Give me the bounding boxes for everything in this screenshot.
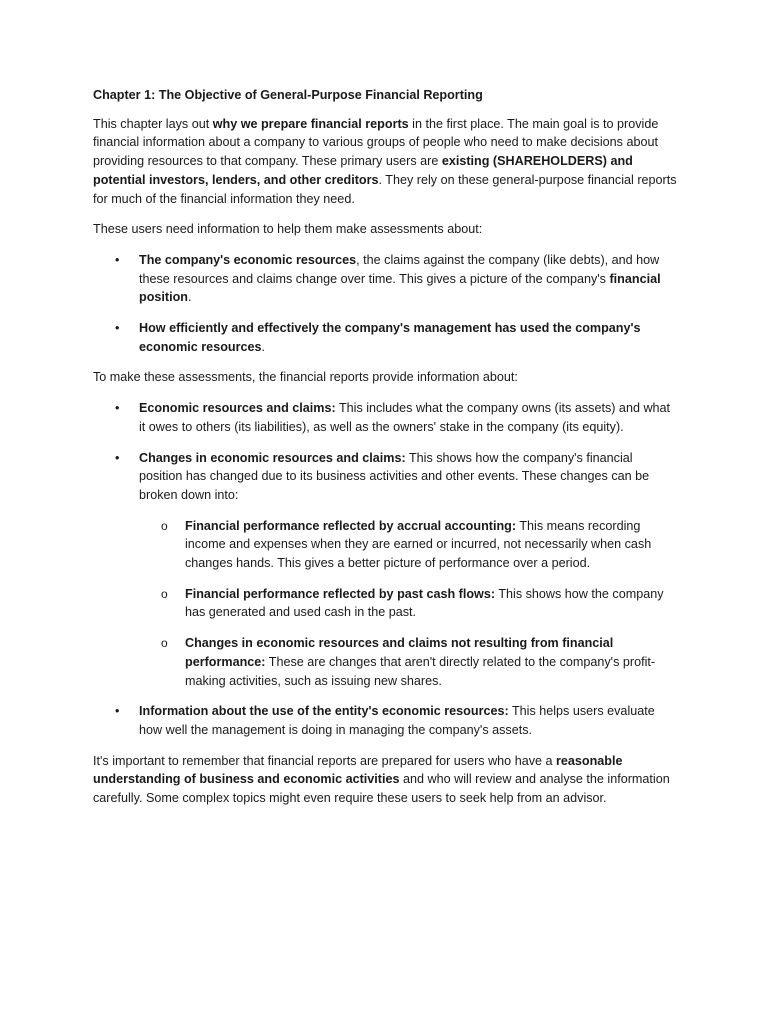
bold-run: Changes in economic resources and claims: bbox=[139, 450, 406, 465]
closing-paragraph bbox=[93, 752, 677, 808]
bold-run: Financial performance reflected by past cash flows: bbox=[185, 586, 496, 601]
assessments-lead-paragraph: These users need information to help them make assessments about: bbox=[93, 222, 483, 237]
bullet-icon: • bbox=[115, 252, 120, 267]
document-body bbox=[93, 86, 677, 820]
intro-paragraph bbox=[93, 115, 677, 209]
circle-bullet-icon: o bbox=[161, 636, 168, 651]
bold-run: How efficiently and effectively the company's management has used the company's economic resources bbox=[139, 321, 641, 354]
reports-lead-paragraph: To make these assessments, the financial reports provide information about: bbox=[93, 370, 518, 385]
bold-run: Changes in economic resources and claims not resulting from financial performance: bbox=[185, 636, 614, 669]
text-run: in the first place. The main goal is to provide financial information about a company to various groups of people who need to make decisions about providing resources to that company. These primary users are bbox=[93, 116, 659, 169]
text-run: These are changes that aren't directly related to the company's profit-making activities, such as issuing new shares. bbox=[185, 654, 656, 688]
text-run: , the claims against the company (like debts), and how these resources and claims change over time. This gives a picture of the company's bbox=[139, 252, 660, 286]
bullet-icon: • bbox=[115, 704, 120, 719]
text-run: This shows how the company has generated and used cash in the past. bbox=[185, 586, 664, 620]
bullet-icon: • bbox=[115, 321, 120, 336]
bullet-icon: • bbox=[115, 450, 120, 465]
reports-info-list bbox=[93, 399, 677, 740]
text-run: This includes what the company owns (its assets) and what it owes to others (its liabilities), as well as the owners' stake in the company (its equity). bbox=[139, 401, 671, 434]
text-run: . bbox=[261, 339, 265, 354]
bold-run: Economic resources and claims: bbox=[139, 401, 336, 416]
bold-run: existing (SHAREHOLDERS) and potential investors, lenders, and other creditors bbox=[93, 154, 633, 187]
text-run: It's important to remember that financial reports are prepared for users who have a bbox=[93, 753, 556, 768]
list-item bbox=[93, 319, 677, 356]
text-run: . They rely on these general-purpose financial reports for much of the financial information they need. bbox=[93, 172, 677, 206]
text-run: . bbox=[187, 290, 192, 305]
circle-bullet-icon: o bbox=[161, 586, 168, 601]
bold-run: why we prepare financial reports bbox=[212, 116, 409, 131]
bold-run: financial position bbox=[139, 271, 661, 305]
bold-run: Financial performance reflected by accrual accounting: bbox=[185, 518, 517, 533]
bold-run: reasonable understanding of business and economic activities bbox=[93, 753, 623, 787]
list-item bbox=[93, 399, 677, 436]
circle-bullet-icon: o bbox=[161, 518, 168, 533]
sublist-item bbox=[139, 634, 677, 690]
text-run: and who will review and analyse the information carefully. Some complex topics might even require these users to seek help from an advisor. bbox=[93, 772, 670, 806]
bold-run: Information about the use of the entity's economic resources: bbox=[139, 704, 509, 719]
list-item bbox=[93, 449, 677, 691]
text-run: This shows how the company's financial position has changed due to its business activities and other events. These changes can be broken down into: bbox=[139, 450, 650, 502]
text-run: This helps users evaluate how well the management is doing in managing the company's assets. bbox=[139, 704, 655, 737]
text-run: This means recording income and expenses when they are earned or incurred, not necessarily when cash changes hands. This gives a better picture of performance over a period. bbox=[185, 518, 652, 571]
sublist-item bbox=[139, 517, 677, 573]
bold-run: The company's economic resources bbox=[139, 252, 357, 267]
changes-sublist bbox=[139, 517, 677, 691]
sublist-item bbox=[139, 585, 677, 622]
list-item bbox=[93, 251, 677, 307]
list-item bbox=[93, 702, 677, 739]
bullet-icon: • bbox=[115, 401, 120, 416]
assessments-list bbox=[93, 251, 677, 357]
chapter-title: Chapter 1: The Objective of General-Purpose Financial Reporting bbox=[93, 88, 483, 102]
text-run: This chapter lays out bbox=[93, 116, 213, 131]
